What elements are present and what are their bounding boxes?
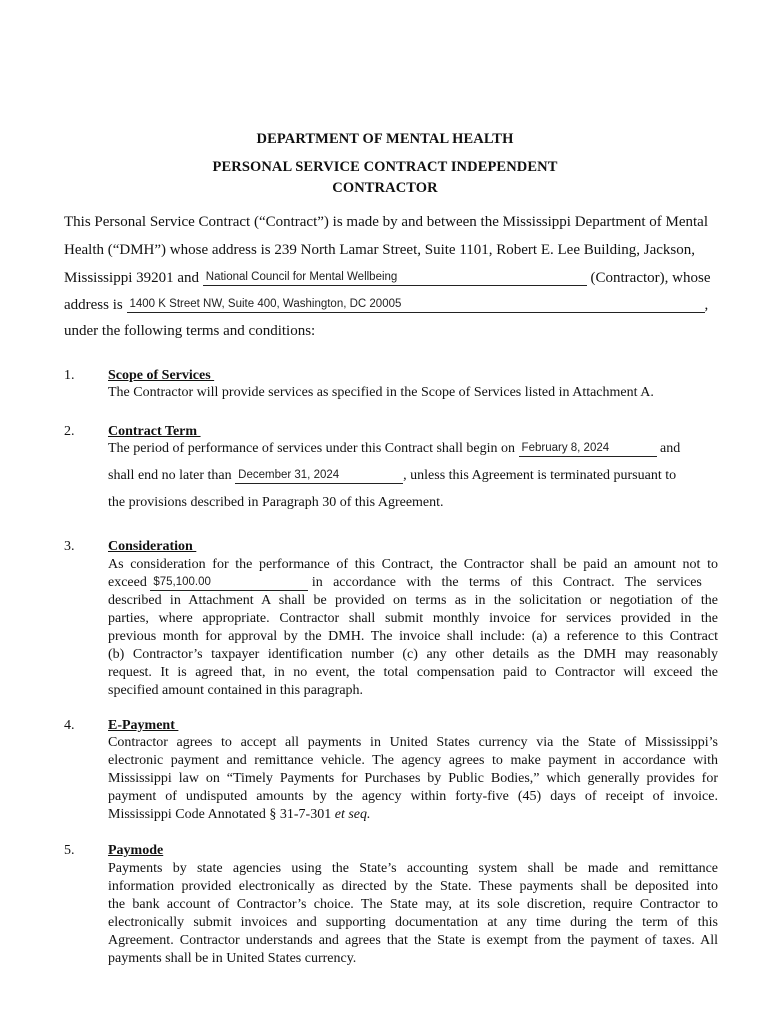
- intro-line-4-prefix: address is: [64, 297, 123, 313]
- section-3-number: 3.: [64, 539, 75, 554]
- section-3-line-2: [108, 574, 718, 592]
- amount-underline: [150, 590, 308, 591]
- section-2-line-2-suffix: , unless this Agreement is terminated pursuant to: [403, 468, 677, 483]
- contractor-name-underline: [203, 285, 587, 286]
- begin-date-underline: [519, 456, 657, 457]
- section-4-line-3: Mississippi law on “Timely Payments for Purchases by Public Bodies,” which generally provides for: [108, 771, 718, 786]
- section-2-title: Contract Term: [108, 424, 201, 439]
- contractor-address-underline: [127, 312, 705, 313]
- section-4-line-1: Contractor agrees to accept all payments in United States currency via the State of Mississippi’s: [108, 735, 718, 750]
- section-2-body-3: [108, 494, 718, 512]
- section-3-body: [108, 556, 718, 700]
- section-3-line-2-prefix: exceed: [108, 575, 147, 590]
- end-date-underline: [235, 483, 403, 484]
- intro-line-4: [64, 296, 714, 314]
- section-3-line-5: previous month for approval by the DMH. The invoice shall include: (a) a reference to this Contract: [108, 629, 718, 644]
- begin-date-value[interactable]: February 8, 2024: [521, 442, 610, 454]
- intro-line-2: Health (“DMH”) whose address is 239 North Lamar Street, Suite 1101, Robert E. Lee Building, Jackson,: [64, 242, 695, 258]
- intro-line-1: This Personal Service Contract (“Contract”) is made by and between the Mississippi Department of Mental: [64, 214, 708, 230]
- section-2-body-2: [108, 467, 728, 485]
- end-date-value[interactable]: December 31, 2024: [238, 469, 340, 481]
- section-1-body: [108, 384, 718, 402]
- section-4-line-2: electronic payment and remittance vehicle. The agency agrees to make payment in accordance with: [108, 753, 718, 768]
- section-3-line-2-suffix: in accordance with the terms of this Contract. The services: [311, 575, 702, 590]
- section-1-title: Scope of Services: [108, 368, 215, 383]
- intro-line-3-prefix: Mississippi 39201 and: [64, 270, 200, 286]
- amount-field[interactable]: [150, 574, 308, 592]
- section-5-line-3: the bank account of Contractor’s choice. The State may, at its sole discretion, require Contractor to: [108, 897, 718, 912]
- section-4-line-5-italic: et seq.: [334, 807, 371, 822]
- intro-line-3-suffix: (Contractor), whose: [590, 270, 711, 286]
- intro-line-3: [64, 269, 714, 287]
- section-4-body: [108, 734, 718, 824]
- section-3-line-7: request. It is agreed that, in no event, the total compensation paid to Contractor will exceed the: [108, 665, 718, 680]
- section-2-line-1-prefix: The period of performance of services under this Contract shall begin on: [108, 441, 516, 456]
- amount-value[interactable]: $75,100.00: [153, 576, 211, 588]
- section-5-body: [108, 860, 718, 968]
- section-2-body: [108, 440, 728, 458]
- section-5-line-5: Agreement. Contractor understands and agrees that the State is exempt from the payment of taxes. All: [108, 933, 718, 948]
- contractor-name-value[interactable]: National Council for Mental Wellbeing: [205, 271, 398, 283]
- section-4-line-5: [108, 806, 718, 824]
- section-1-line-1: The Contractor will provide services as specified in the Scope of Services listed in Attachment A.: [108, 385, 654, 400]
- section-2-line-2: [108, 467, 728, 485]
- section-4-line-4: payment of undisputed amounts by the agency within forty-five (45) days of receipt of invoice.: [108, 789, 718, 804]
- section-3-line-1: As consideration for the performance of this Contract, the Contractor shall be paid an amount not to: [108, 557, 718, 572]
- section-2-line-2-prefix: shall end no later than: [108, 468, 232, 483]
- contractor-name-field[interactable]: [203, 269, 587, 287]
- section-5-line-6: payments shall be in United States currency.: [108, 951, 357, 966]
- section-2-line-3: the provisions described in Paragraph 30 of this Agreement.: [108, 495, 444, 510]
- section-2-line-1-suffix: and: [660, 441, 681, 456]
- section-5-line-1: Payments by state agencies using the State’s accounting system shall be made and remittance: [108, 861, 718, 876]
- section-2-line-1: [108, 440, 728, 458]
- section-5-number: 5.: [64, 843, 75, 858]
- section-3-line-6: (b) Contractor’s taxpayer identification number (c) any other details as the DMH may reasonably: [108, 647, 718, 662]
- end-date-field[interactable]: [235, 467, 403, 485]
- contractor-address-value[interactable]: 1400 K Street NW, Suite 400, Washington, DC 20005: [129, 298, 402, 310]
- intro-line-5: under the following terms and conditions:: [64, 323, 316, 339]
- section-5-line-2: information provided electronically as directed by the State. These payments shall be deposited into: [108, 879, 718, 894]
- contract-title-line2: CONTRACTOR: [332, 180, 438, 196]
- section-4-line-5-text: Mississippi Code Annotated § 31-7-301: [108, 807, 332, 822]
- section-2-number: 2.: [64, 424, 75, 439]
- intro-line-4-suffix: ,: [704, 297, 709, 313]
- section-3-line-3: described in Attachment A shall be provided on terms as in the solicitation or negotiation of the: [108, 593, 718, 608]
- section-5-title: Paymode: [108, 843, 164, 858]
- begin-date-field[interactable]: [519, 440, 657, 458]
- contract-title-line1: PERSONAL SERVICE CONTRACT INDEPENDENT: [212, 159, 558, 175]
- contractor-address-field[interactable]: [127, 296, 705, 314]
- department-heading: DEPARTMENT OF MENTAL HEALTH: [256, 131, 514, 147]
- section-3-line-8: specified amount contained in this paragraph.: [108, 683, 364, 698]
- section-4-number: 4.: [64, 718, 75, 733]
- section-3-line-4: parties, where appropriate. Contractor shall submit monthly invoice for services provided in the: [108, 611, 718, 626]
- section-3-title: Consideration: [108, 539, 197, 554]
- section-4-title: E-Payment: [108, 718, 179, 733]
- section-1-number: 1.: [64, 368, 75, 383]
- section-5-line-4: electronically submit invoices and supporting documentation at any time during the term of this: [108, 915, 718, 930]
